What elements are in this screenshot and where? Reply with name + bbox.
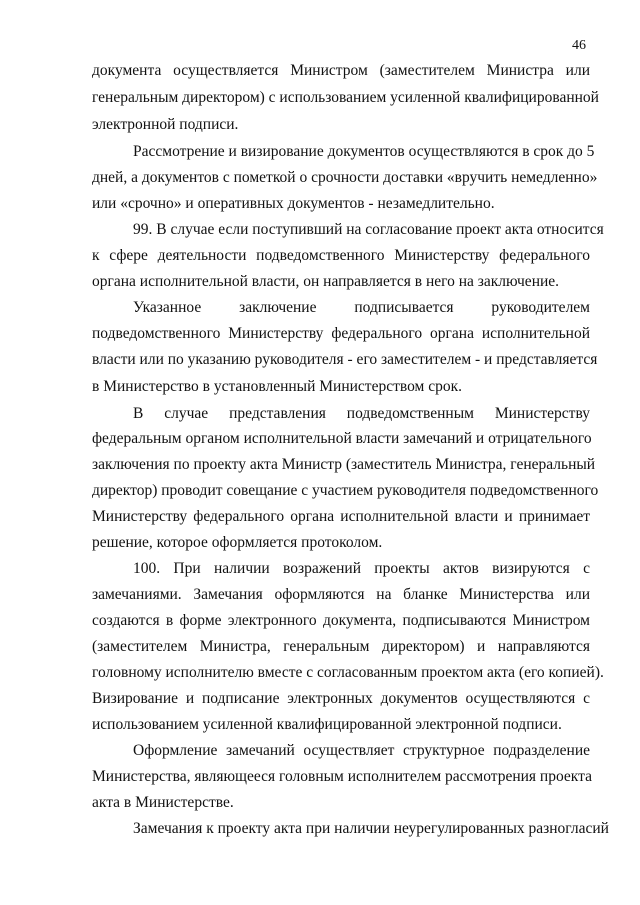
text-line: Визирование и подписание электронных документов осуществляются с bbox=[92, 690, 590, 707]
text-line: Министерству федерального органа исполнительной власти и принимает bbox=[92, 508, 590, 525]
text-line: федеральным органом исполнительной власти замечаний и отрицательного bbox=[92, 430, 592, 447]
text-line: замечаниями. Замечания оформляются на бланке Министерства или bbox=[92, 586, 590, 603]
text-line: к сфере деятельности подведомственного Министерству федерального bbox=[92, 247, 590, 264]
text-line: головному исполнителю вместе с согласованным проектом акта (его копией). bbox=[92, 664, 604, 681]
text-line: органа исполнительной власти, он направляется в него на заключение. bbox=[92, 273, 560, 290]
text-line: дней, а документов с пометкой о срочности доставки «вручить немедленно» bbox=[92, 169, 598, 186]
text-line: Замечания к проекту акта при наличии неурегулированных разногласий bbox=[133, 820, 609, 837]
text-line: 100. При наличии возражений проекты актов визируются с bbox=[133, 560, 590, 577]
text-line: генеральным директором) с использованием усиленной квалифицированной bbox=[92, 89, 599, 106]
text-line: (заместителем Министра, генеральным директором) и направляются bbox=[92, 638, 590, 655]
text-line: акта в Министерстве. bbox=[92, 794, 234, 811]
text-line: 99. В случае если поступивший на согласование проект акта относится bbox=[133, 221, 604, 238]
text-line: использованием усиленной квалифицированной электронной подписи. bbox=[92, 716, 562, 733]
text-line: или «срочно» и оперативных документов - незамедлительно. bbox=[92, 195, 495, 212]
text-line: Рассмотрение и визирование документов осуществляются в срок до 5 bbox=[133, 143, 595, 160]
text-line: решение, которое оформляется протоколом. bbox=[92, 534, 383, 551]
text-line: создаются в форме электронного документа, подписываются Министром bbox=[92, 612, 590, 629]
text-line: Указанное заключение подписывается руководителем bbox=[133, 299, 590, 316]
text-line: Оформление замечаний осуществляет структурное подразделение bbox=[133, 742, 590, 759]
text-line: Министерства, являющееся головным исполнителем рассмотрения проекта bbox=[92, 768, 592, 785]
text-line: подведомственного Министерству федерального органа исполнительной bbox=[92, 325, 590, 342]
text-line: электронной подписи. bbox=[92, 116, 239, 133]
text-line: В случае представления подведомственным Министерству bbox=[133, 405, 590, 422]
text-line: директор) проводит совещание с участием руководителя подведомственного bbox=[92, 482, 599, 499]
text-line: власти или по указанию руководителя - его заместителем - и представляется bbox=[92, 351, 598, 368]
text-line: документа осуществляется Министром (заместителем Министра или bbox=[92, 62, 590, 79]
page-number: 46 bbox=[572, 38, 586, 53]
text-line: заключения по проекту акта Министр (заместитель Министра, генеральный bbox=[92, 456, 596, 473]
text-line: в Министерство в установленный Министерством срок. bbox=[92, 378, 462, 395]
